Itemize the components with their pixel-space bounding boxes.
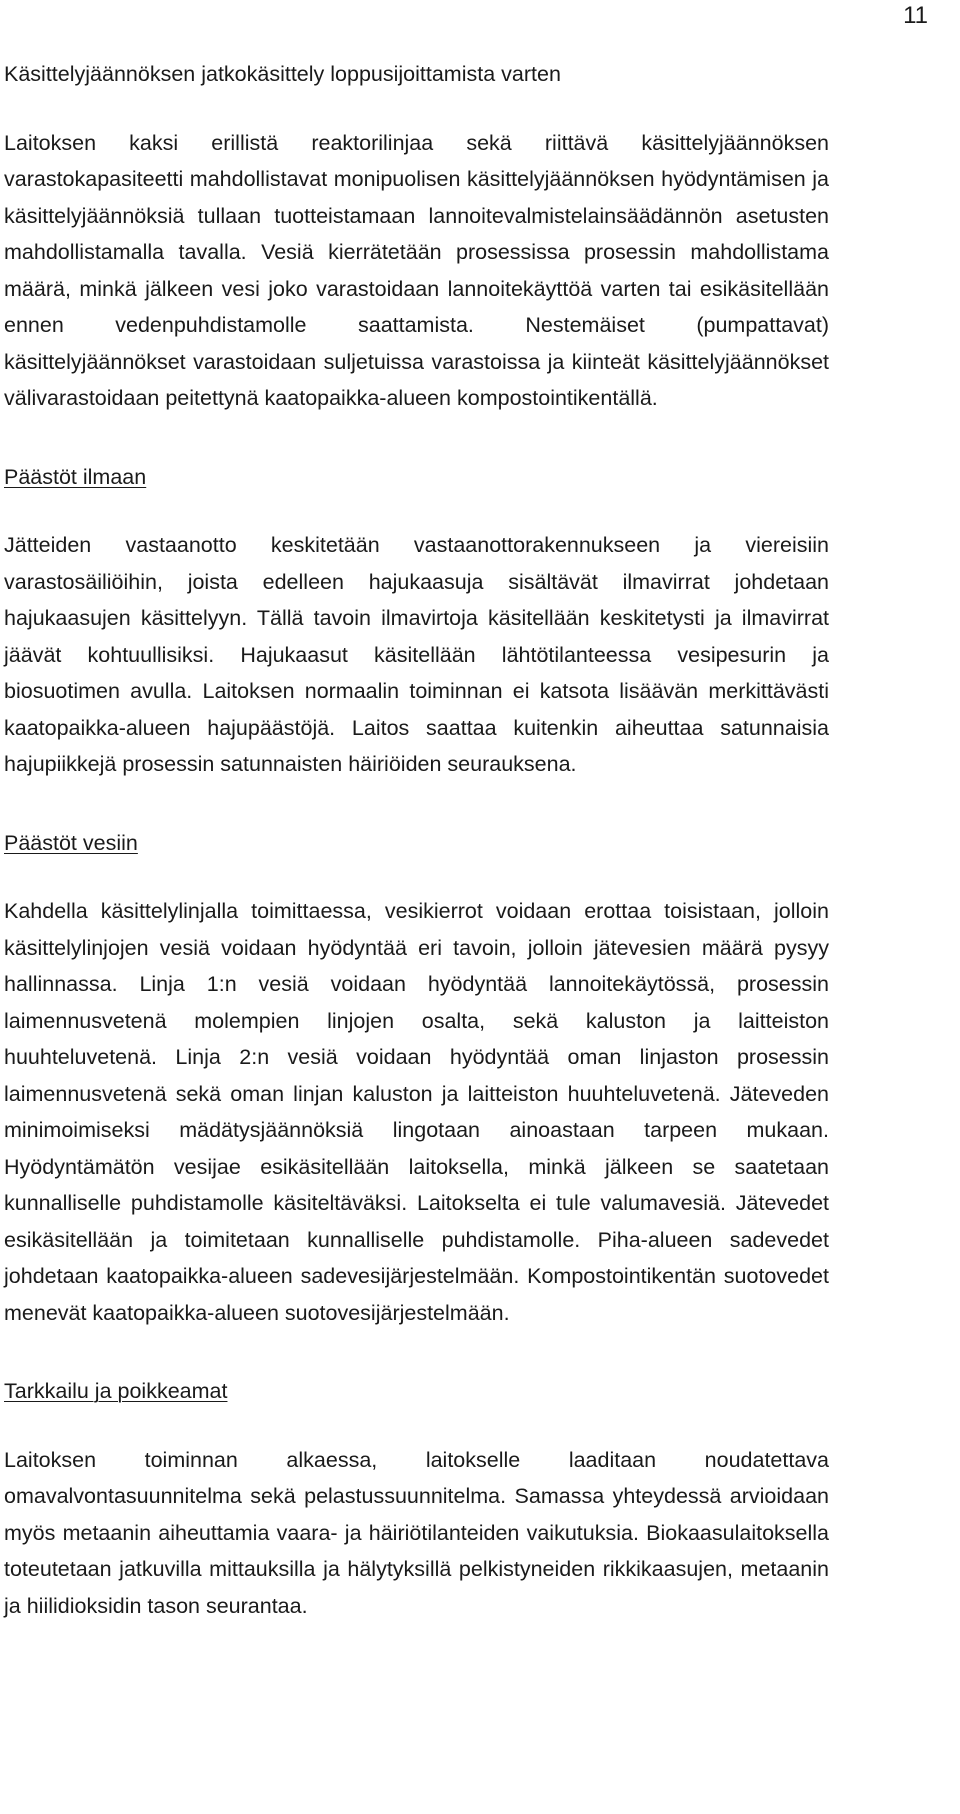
section-paragraph: Kahdella käsittelylinjalla toimittaessa, vesikierrot voidaan erottaa toisistaan, jolloin käsittelylinjojen vesiä voidaan hyödyntää eri tavoin, jolloin jätevesien määrä pysyy hallinnassa. Linja 1:n vesiä voidaan hyödyntää lannoitekäytössä, prosessin laimennusvetenä molempien linjojen osalta, sekä kaluston ja laitteiston huuhteluvetenä. Linja 2:n vesiä voidaan hyödyntää oman linjaston prosessin laimennusvetenä sekä oman linjan kaluston ja laitteiston huuhteluvetenä. Jäteveden minimoimiseksi mädätysjäännöksiä lingotaan ainoastaan tarpeen mukaan. Hyödyntämätön vesijae esikäsitellään laitoksella, minkä jälkeen se saatetaan kunnalliselle puhdistamolle käsiteltäväksi. Laitokselta ei tule valumavesiä. Jätevedet esikäsitellään ja toimitetaan kunnalliselle puhdistamolle. Piha-alueen sadevedet johdetaan kaatopaikka-alueen sadevesijärjestelmään. Kompostointikentän suotovedet menevät kaatopaikka-alueen suotovesijärjestelmään.	[4, 899, 829, 1325]
section-air-emissions	[4, 459, 829, 783]
section-water-emissions	[4, 825, 829, 1332]
section-paragraph: Laitoksen kaksi erillistä reaktorilinjaa sekä riittävä käsittelyjäännöksen varastokapasiteetti mahdollistavat monipuolisen käsittelyjäännöksen hyödyntämisen ja käsittelyjäännöksiä tullaan tuotteistamaan lannoitevalmistelainsäädännön asetusten mahdollistamalla tavalla. Vesiä kierrätetään prosessissa prosessin mahdollistama määrä, minkä jälkeen vesi joko varastoidaan lannoitekäyttöä varten tai esikäsitellään ennen vedenpuhdistamolle saattamista. Nestemäiset (pumpattavat) käsittelyjäännökset varastoidaan suljetuissa varastoissa ja kiinteät käsittelyjäännökset välivarastoidaan peitettynä kaatopaikka-alueen kompostointikentällä.	[4, 130, 829, 410]
section-monitoring	[4, 1373, 829, 1624]
section-heading: Tarkkailu ja poikkeamat	[4, 1379, 228, 1403]
section-heading: Käsittelyjäännöksen jatkokäsittely loppusijoittamista varten	[4, 62, 561, 86]
document-body	[4, 56, 829, 1624]
section-heading: Päästöt vesiin	[4, 830, 138, 855]
section-paragraph: Laitoksen toiminnan alkaessa, laitokselle laaditaan noudatettava omavalvontasuunnitelma sekä pelastussuunnitelma. Samassa yhteydessä arvioidaan myös metaanin aiheuttamia vaara- ja häiriötilanteiden vaikutuksia. Biokaasulaitoksella toteutetaan jatkuvilla mittauksilla ja hälytyksillä pelkistyneiden rikkikaasujen, metaanin ja hiilidioksidin tason seurantaa.	[4, 1447, 829, 1618]
page-number: 11	[903, 2, 928, 29]
section-paragraph: Jätteiden vastaanotto keskitetään vastaanottorakennukseen ja viereisiin varastosäiliöihin, joista edelleen hajukaasuja sisältävät ilmavirrat johdetaan hajukaasujen käsittelyyn. Tällä tavoin ilmavirtoja käsitellään keskitetysti ja ilmavirrat jäävät kohtuullisiksi. Hajukaasut käsitellään lähtötilanteessa vesipesurin ja biosuotimen avulla. Laitoksen normaalin toiminnan ei katsota lisäävän merkittävästi kaatopaikka-alueen hajupäästöjä. Laitos saattaa kuitenkin aiheuttaa satunnaisia hajupiikkejä prosessin satunnaisten häiriöiden seurauksena.	[4, 533, 829, 776]
section-residue-processing	[4, 56, 829, 417]
section-heading: Päästöt ilmaan	[4, 464, 147, 489]
